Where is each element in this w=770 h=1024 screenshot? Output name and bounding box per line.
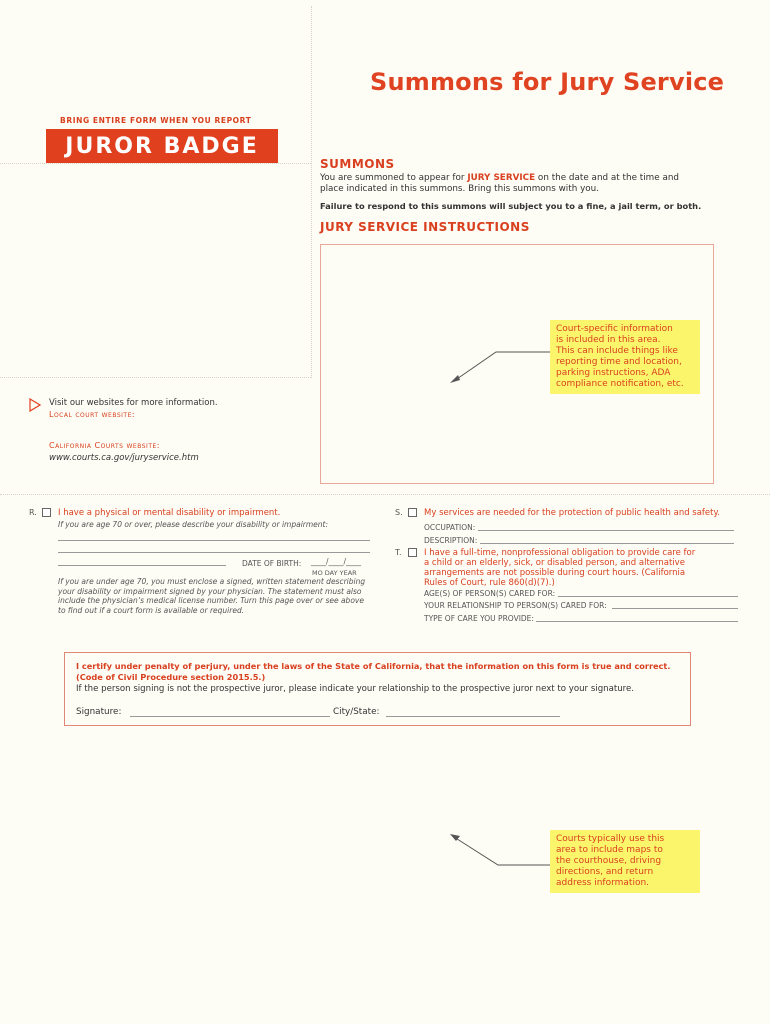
signature-label: Signature: (76, 707, 122, 717)
arrow-icon (446, 832, 552, 870)
ca-courts-label: California Courts website: (49, 441, 160, 450)
section-r-checkbox[interactable] (42, 508, 51, 517)
local-court-label: Local court website: (49, 410, 136, 419)
label-line: a child or an elderly, sick, or disabled person, and alternative (424, 558, 685, 568)
page-title: Summons for Jury Service (370, 68, 725, 96)
instructions-heading: JURY SERVICE INSTRUCTIONS (320, 220, 530, 234)
label-line: arrangements are not possible during court hours. (California (424, 568, 686, 578)
type-of-care-label: TYPE OF CARE YOU PROVIDE: (424, 614, 534, 623)
instruction-line: your disability or impairment signed by your physician. The statement must also (58, 586, 362, 596)
arrow-icon (440, 345, 552, 387)
section-t-letter: T. (395, 548, 402, 557)
note-line: This can include things like (556, 346, 678, 356)
summons-heading: SUMMONS (320, 157, 395, 171)
section-s-letter: S. (395, 508, 403, 517)
dob-field[interactable]: ____/____/____ (311, 557, 362, 566)
description-field[interactable] (480, 543, 734, 544)
ca-courts-link[interactable]: www.courts.ca.gov/juryservice.htm (49, 453, 199, 463)
fold-line-perforation (0, 494, 770, 495)
section-r-label: I have a physical or mental disability or impairment. (58, 508, 281, 518)
note-line: directions, and return (556, 867, 654, 877)
type-of-care-field[interactable] (536, 621, 738, 622)
city-state-field[interactable] (386, 716, 560, 717)
note-line: address information. (556, 878, 650, 888)
fold-line-top (0, 163, 311, 164)
summons-text-post: on the date and at the time and (535, 173, 679, 183)
juror-badge: JUROR BADGE (46, 129, 278, 163)
relationship-label: YOUR RELATIONSHIP TO PERSON(S) CARED FOR: (424, 601, 607, 610)
disability-description-line[interactable] (58, 540, 370, 541)
certify-line: I certify under penalty of perjury, under the laws of the State of California, that the information on this form is true and correct. (76, 661, 671, 671)
instruction-line: include the physician’s medical license number. Turn this page over or see above (58, 596, 364, 605)
summons-text (320, 173, 710, 194)
note-line: Courts typically use this (556, 834, 665, 844)
fold-line-vertical (311, 6, 312, 378)
instruction-line: If you are under age 70, you must enclose a signed, written statement describing (58, 577, 366, 586)
note-line: Court-specific information (556, 324, 673, 334)
court-info-note (550, 320, 700, 394)
dob-parts-label: MO DAY YEAR (312, 569, 357, 577)
play-triangle-icon (29, 398, 41, 412)
ages-cared-field[interactable] (558, 596, 738, 597)
failure-warning: Failure to respond to this summons will subject you to a fine, a jail term, or both. (320, 201, 702, 211)
note-line: is included in this area. (556, 335, 661, 345)
dob-label: DATE OF BIRTH: (242, 559, 302, 568)
note-line: reporting time and location, (556, 357, 682, 367)
occupation-field[interactable] (478, 530, 734, 531)
note-line: the courthouse, driving (556, 856, 662, 866)
disability-description-line[interactable] (58, 552, 370, 553)
relationship-field[interactable] (612, 608, 738, 609)
occupation-label: OCCUPATION: (424, 523, 476, 532)
fold-line-mid (0, 377, 311, 378)
certify-line: (Code of Civil Procedure section 2015.5.) (76, 671, 266, 682)
section-t-label (424, 548, 744, 588)
label-line: Rules of Court, rule 860(d)(7).) (424, 578, 555, 588)
summons-text-pre: You are summoned to appear for (320, 173, 468, 183)
summons-text-line2: place indicated in this summons. Bring this summons with you. (320, 183, 600, 194)
section-s-label: My services are needed for the protection of public health and safety. (424, 508, 721, 518)
city-state-label: City/State: (333, 707, 380, 717)
disability-description-line[interactable] (58, 565, 226, 566)
note-line: parking instructions, ADA (556, 368, 671, 378)
instruction-line: to find out if a court form is available or required. (58, 605, 245, 615)
age-over-70-instruction: If you are age 70 or over, please describe your disability or impairment: (58, 520, 328, 529)
note-line: area to include maps to (556, 845, 663, 855)
ages-cared-label: AGE(S) OF PERSON(S) CARED FOR: (424, 589, 556, 598)
relationship-instruction: If the person signing is not the prospective juror, please indicate your relationship to the prospective juror next to your signature. (76, 684, 635, 694)
section-t-checkbox[interactable] (408, 548, 417, 557)
description-label: DESCRIPTION: (424, 536, 478, 545)
signature-field[interactable] (130, 716, 330, 717)
websites-intro: Visit our websites for more information. (49, 398, 218, 408)
section-s-checkbox[interactable] (408, 508, 417, 517)
label-line: I have a full-time, nonprofessional obligation to provide care for (424, 548, 696, 558)
note-line: compliance notification, etc. (556, 379, 684, 389)
certification-statement (76, 661, 670, 682)
section-r-letter: R. (29, 508, 37, 517)
bring-form-note: BRING ENTIRE FORM WHEN YOU REPORT (60, 116, 252, 125)
jury-service-emphasis: JURY SERVICE (467, 173, 536, 183)
under-70-instruction (58, 577, 378, 615)
maps-note (550, 830, 700, 893)
